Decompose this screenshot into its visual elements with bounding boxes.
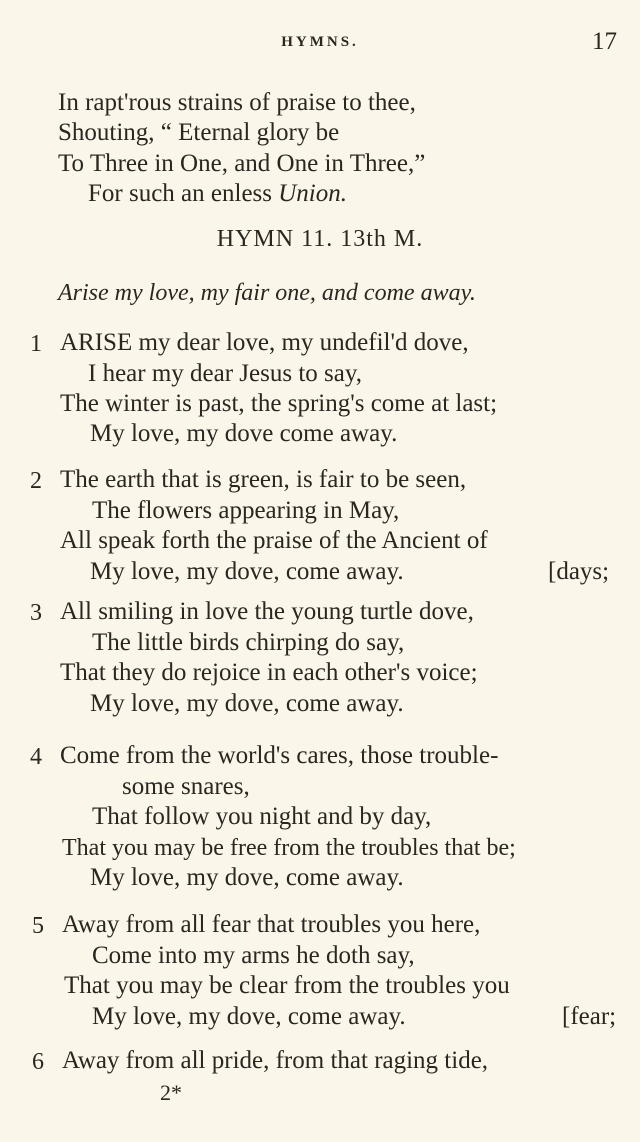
running-head: HYMNS. xyxy=(281,34,359,50)
signature-mark: 2* xyxy=(160,1080,182,1105)
verse-line: All speak forth the praise of the Ancient of xyxy=(60,527,488,554)
verse-line: That you may be free from the troubles that be; xyxy=(62,835,516,861)
verse-line: Away from all fear that troubles you here, xyxy=(62,911,481,938)
hymn-epigraph: Arise my love, my fair one, and come away. xyxy=(58,280,476,306)
stanza-number: 6 xyxy=(32,1049,44,1075)
stanza-number: 1 xyxy=(30,331,42,357)
verse-line: The flowers appearing in May, xyxy=(92,497,400,524)
verse-line: That follow you night and by day, xyxy=(92,803,432,830)
verse-line: All smiling in love the young turtle dove, xyxy=(60,598,474,625)
carried-word: [fear; xyxy=(562,1003,617,1030)
verse-line: My love, my dove, come away. xyxy=(90,690,404,717)
verse-line: The little birds chirping do say, xyxy=(92,629,405,656)
verse-line: My love, my dove, come away. xyxy=(92,1003,406,1030)
intro-line xyxy=(88,179,347,209)
verse-line: My love, my dove, come away. xyxy=(90,558,404,585)
verse-line: some snares, xyxy=(122,773,250,800)
stanza-number: 5 xyxy=(32,913,44,939)
verse-line: My love, my dove come away. xyxy=(90,420,398,447)
intro-italic: Union. xyxy=(278,180,347,207)
hymn-title: HYMN 11. 13th M. xyxy=(216,226,424,252)
verse-line: ARISE my dear love, my undefil'd dove, xyxy=(60,329,469,356)
verse-line: Away from all pride, from that raging tide, xyxy=(62,1047,489,1074)
verse-line: My love, my dove, come away. xyxy=(90,864,404,891)
verse-line: That you may be clear from the troubles you xyxy=(64,972,510,999)
verse-line: Come from the world's cares, those trouble- xyxy=(60,742,499,769)
intro-text: For such an enless xyxy=(88,180,279,207)
stanza-number: 4 xyxy=(30,744,42,770)
verse-line: The winter is past, the spring's come at last; xyxy=(60,390,498,417)
verse-line: The earth that is green, is fair to be seen, xyxy=(60,466,467,493)
stanza-number: 2 xyxy=(30,468,42,494)
verse-line: Come into my arms he doth say, xyxy=(92,942,415,969)
verse-line: I hear my dear Jesus to say, xyxy=(88,360,362,387)
intro-line: In rapt'rous strains of praise to thee, xyxy=(58,89,416,116)
carried-word: [days; xyxy=(548,558,610,585)
verse-line: That they do rejoice in each other's voice; xyxy=(60,659,478,686)
intro-line: Shouting, “ Eternal glory be xyxy=(58,119,340,146)
intro-line: To Three in One, and One in Three,” xyxy=(58,150,426,177)
stanza-number: 3 xyxy=(30,600,42,626)
page-number: 17 xyxy=(592,28,617,55)
